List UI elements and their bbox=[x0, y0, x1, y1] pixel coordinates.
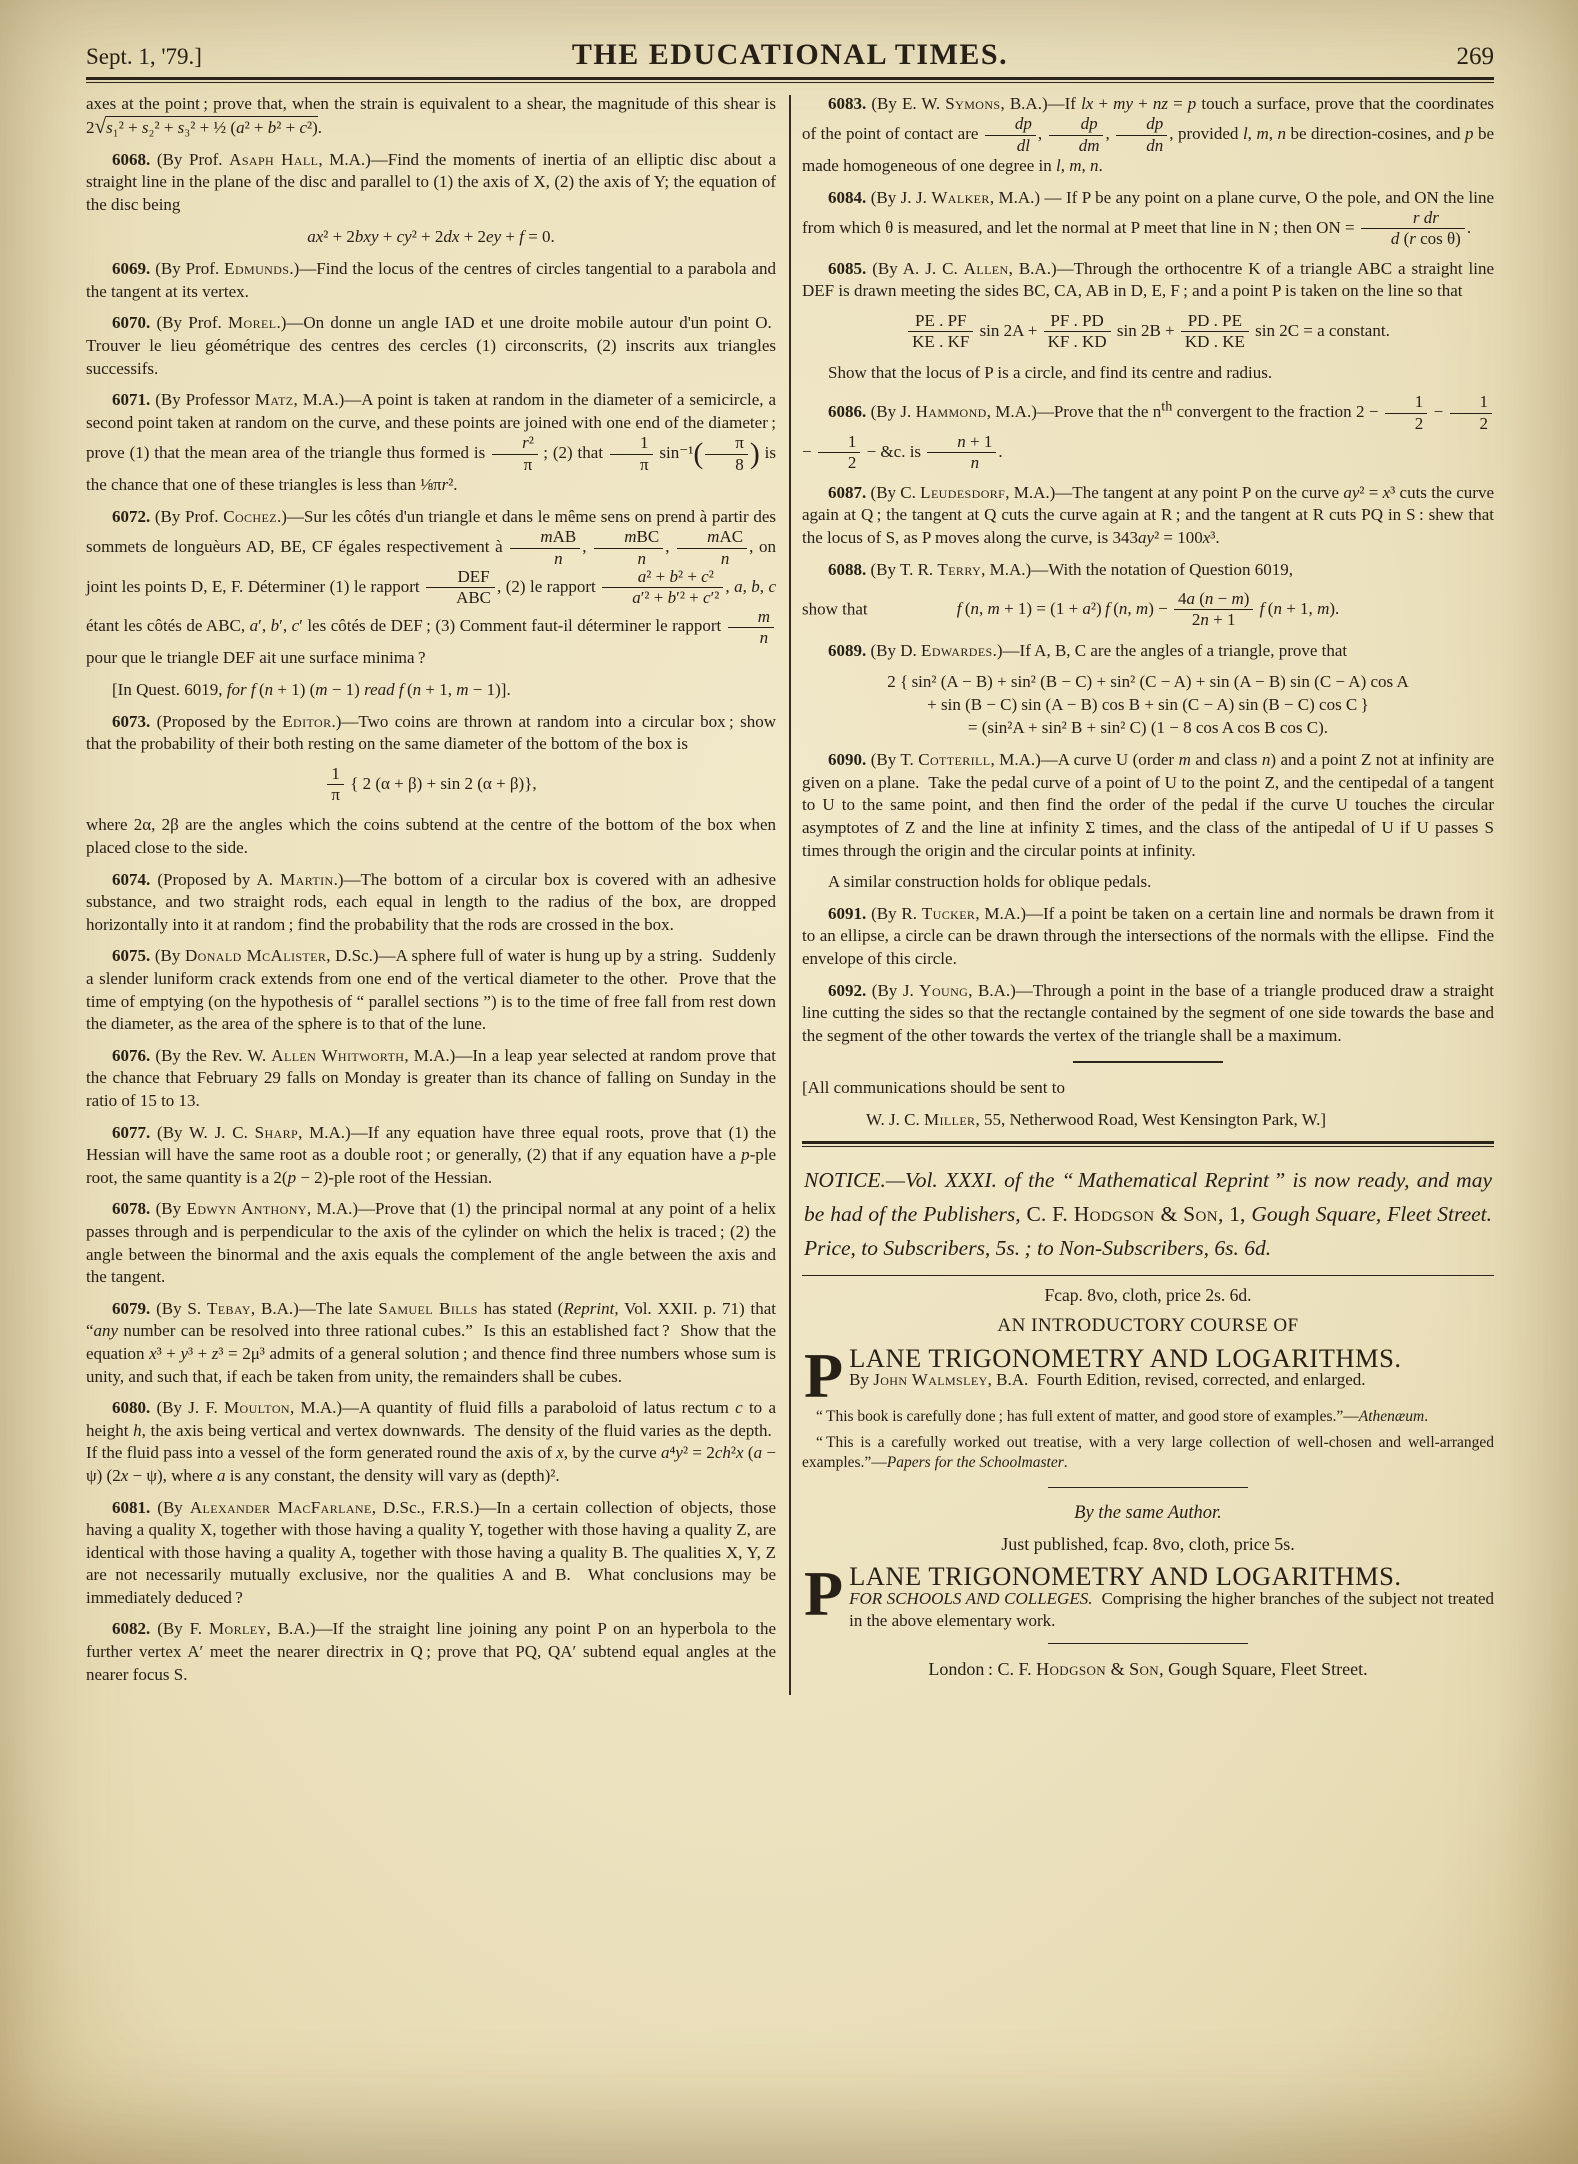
communications-note-line1: [All communications should be sent to bbox=[802, 1078, 1065, 1098]
question-number: 6075. bbox=[112, 946, 151, 966]
question-text: (By T. R. Terry, M.A.)—With the notation of Question 6019, bbox=[870, 559, 1294, 579]
question-number: 6092. bbox=[828, 980, 867, 1000]
question-number: 6078. bbox=[112, 1199, 151, 1219]
question-6079 bbox=[86, 1298, 776, 1388]
question-6085 bbox=[802, 258, 1494, 303]
question-6089 bbox=[802, 640, 1494, 663]
question-text: (By S. Tebay, B.A.)—The late Samuel Bills has stated (Reprint, Vol. XXII. p. 71) that “any number can be resolved into three rational cubes.” Is this an established fact ? Show that the equation x³ + y³ + z³ = 2μ³ admits of a general solution ; and thence find three numbers whose sum is unity, and such that, if each be taken from unity, the remainders shall be cubes. bbox=[86, 1298, 777, 1386]
question-6073-continued: where 2α, 2β are the angles which the coins subtend at the centre of the bottom of the box when placed close to the side. bbox=[86, 815, 776, 858]
ad2-divider-rule bbox=[1048, 1643, 1248, 1644]
question-number: 6068. bbox=[112, 149, 151, 169]
question-6068 bbox=[86, 149, 776, 217]
question-text: (By J. F. Moulton, M.A.)—A quantity of fluid fills a paraboloid of latus rectum c to a height h, the axis being vertical and vertex downwards. The density of the fluid varies as the depth. If the fluid pass into a vessel of the form generated round the axis of x, by the curve a⁴y² = 2ch²x (a − ψ) (2x − ψ), where a is any constant, the density will vary as (depth)². bbox=[86, 1398, 776, 1485]
communications-note-line2: W. J. C. Miller, 55, Netherwood Road, West Kensington Park, W.] bbox=[866, 1109, 1327, 1129]
question-6070 bbox=[86, 312, 776, 380]
question-number: 6076. bbox=[112, 1045, 151, 1065]
question-text: (Proposed by the Editor.)—Two coins are thrown at random into a circular box ; show that the probability of their both resting on the same diameter of the bottom of the box is bbox=[86, 711, 776, 754]
question-text: (By Prof. Asaph Hall, M.A.)—Find the moments of inertia of an elliptic disc about a straight line in the plane of the disc and parallel to (1) the axis of X, (2) the axis of Y; the equation of the disc being bbox=[86, 149, 776, 214]
equation-6068: ax² + 2bxy + cy² + 2dx + 2ey + f = 0. bbox=[307, 226, 555, 246]
question-6071 bbox=[86, 389, 776, 497]
section-end-rule bbox=[1073, 1061, 1223, 1063]
equation-6085: $\frac{PE . PF}{KE . KF}$ sin 2A + $\frac{PF . PD}{KF . KD}$ sin 2B + $\frac{PD . PE}{KD . KE}$ sin 2C = a constant. bbox=[802, 312, 1494, 352]
question-text: (By A. J. C. Allen, B.A.)—Through the orthocentre K of a triangle ABC a straight line DEF is drawn meeting the sides BC, CA, AB in D, E, F ; and a point P is taken on the line so that bbox=[802, 258, 1495, 301]
question-number: 6069. bbox=[112, 259, 151, 279]
question-6086 bbox=[802, 393, 1494, 472]
question-number: 6090. bbox=[828, 750, 867, 770]
ad1-review-quote-2: “ This is a carefully worked out treatise, with a very large collection of well-chosen and well-arranged examples.”—Papers for the Schoolmaster. bbox=[802, 1433, 1494, 1471]
section-divider-rule bbox=[802, 1141, 1494, 1147]
question-text: (By J. Hammond, M.A.)—Prove that the $n^{th}$ convergent to the fraction 2 − $\frac{1}{2}$ − $\frac{1}{2}$ − $\frac{1}{2}$ − &c. is $\frac{n + 1}{n}$ . bbox=[802, 402, 1494, 461]
ad1-course-line: AN INTRODUCTORY COURSE OF bbox=[997, 1315, 1299, 1337]
question-text: (By Donald McAlister, D.Sc.)—A sphere full of water is hung up by a string. Suddenly a slender luniform crack extends from one end of the vertical diameter to the other. Prove that the time of emptying (on the hypothesis of “ parallel sections ”) is to the time of free fall from rest down the diameter, as the area of the sphere is to that of the lune. bbox=[86, 946, 777, 1034]
ad2-just-published-line: Just published, fcap. 8vo, cloth, price 5s. bbox=[1001, 1534, 1295, 1555]
question-number: 6073. bbox=[112, 711, 151, 731]
question-number: 6091. bbox=[828, 903, 867, 923]
page-number: 269 bbox=[1456, 43, 1494, 70]
question-6084 bbox=[802, 187, 1494, 249]
ad2-same-author-line: By the same Author. bbox=[1074, 1502, 1222, 1523]
notice-paragraph: NOTICE.—Vol. XXXI. of the “ Mathematical Reprint ” is now ready, and may be had of the Publishers, C. F. Hodgson & Son, 1, Gough Square, Fleet Street. Price, to Subscribers, 5s. ; to Non-Subscribers, 6s. 6d. bbox=[804, 1167, 1493, 1260]
question-number: 6080. bbox=[112, 1398, 151, 1418]
question-number: 6071. bbox=[112, 390, 151, 410]
question-number: 6082. bbox=[112, 1619, 151, 1639]
question-number: 6085. bbox=[828, 258, 867, 278]
question-6075 bbox=[86, 945, 776, 1035]
question-number: 6074. bbox=[112, 869, 151, 889]
question-6076 bbox=[86, 1045, 776, 1113]
question-text: (By Alexander MacFarlane, D.Sc., F.R.S.)—In a certain collection of objects, those having a quality X, together with those having a quality Y, together with those having a quality Z, are identical with those having a quality A, together with those having a quality B. The qualities X, Y, Z are not necessarily mutually exclusive, nor the qualities A and B. What conclusions may be immediately deduced ? bbox=[86, 1497, 777, 1607]
column-divider-rule bbox=[789, 95, 791, 1696]
question-number: 6087. bbox=[828, 482, 867, 502]
question-6074 bbox=[86, 869, 776, 937]
page-header bbox=[86, 38, 1494, 71]
question-text: (By W. J. C. Sharp, M.A.)—If any equation have three equal roots, prove that (1) the Hessian will have the same root as a double root ; or generally, (2) that if any equation have a p-ple root, the same quantity is a 2(p − 2)-ple root of the Hessian. bbox=[86, 1122, 776, 1187]
question-6090 bbox=[802, 749, 1494, 862]
question-6090-continued: A similar construction holds for oblique pedals. bbox=[828, 872, 1152, 892]
question-number: 6072. bbox=[112, 506, 151, 526]
question-number: 6081. bbox=[112, 1497, 151, 1517]
question-text: (By F. Morley, B.A.)—If the straight line joining any point P on an hyperbola to the further vertex A′ meet the nearer directrix in Q ; prove that PQ, QA′ subtend equal angles at the nearer focus S. bbox=[86, 1619, 777, 1684]
question-6081 bbox=[86, 1497, 776, 1610]
question-number: 6083. bbox=[828, 93, 867, 113]
question-text: (By Prof. Cochez.)—Sur les côtés d'un triangle et dans le même sens on prend à partir des sommets de longuèurs AD, BE, CF égales respectivement à mAB n , mBC n , mAC n , on joint les points D, E, F. Déterminer (1) le rapport DEF ABC , (2) le rapport $\frac{\text{a² + b² + c²}}{\text{a′² + b′² + c′²}}$ , a, b, c étant les côtés de ABC, a′, b′, c′ les côtés de DEF ; (3) Comment faut-il déterminer le rapport $\frac{m}{n}$ pour que le triangle DEF ait une surface minima ? bbox=[86, 506, 777, 668]
question-6087 bbox=[802, 482, 1494, 550]
question-6085-continued: Show that the locus of P is a circle, and find its centre and radius. bbox=[828, 362, 1273, 382]
journal-title: THE EDUCATIONAL TIMES. bbox=[571, 38, 1009, 71]
equation-6073: $\frac{1}{\pi}$ { 2 (α + β) + sin 2 (α + β)}, bbox=[86, 765, 776, 805]
publisher-footer-line: London : C. F. Hodgson & Son, Gough Square, Fleet Street. bbox=[928, 1658, 1368, 1679]
question-6077 bbox=[86, 1122, 776, 1190]
issue-date: Sept. 1, '79.] bbox=[86, 44, 202, 69]
question-text: (By Professor Matz, M.A.)—A point is taken at random in the diameter of a semicircle, a second point taken at random on the curve, and these points are joined with one end of the diameter ; prove (1) that the mean area of the triangle thus formed is $\frac{\text{r²}}{\pi}$ ; (2) that $\frac{1}{\pi}$ sin⁻¹( $\frac{\pi}{8}$ ) is the chance that one of these triangles is less than ⅛πr². bbox=[86, 390, 777, 495]
question-text: (By C. Leudesdorf, M.A.)—The tangent at any point P on the curve ay² = x³ cuts the curve again at Q ; the tangent at Q cuts the curve again at R ; and the tangent at R cuts PQ in S : shew that the locus of S, as P moves along the curve, is 343ay² = 100x³. bbox=[802, 482, 1494, 547]
notice-bottom-rule bbox=[802, 1275, 1494, 1276]
question-6078 bbox=[86, 1198, 776, 1288]
question-text: (By Prof. Edmunds.)—Find the locus of the centres of circles tangential to a parabola and the tangent at its vertex. bbox=[86, 259, 777, 301]
question-6083 bbox=[802, 93, 1494, 178]
erratum-note: [In Quest. 6019, for f (n + 1) (m − 1) read f (n + 1, m − 1)]. bbox=[112, 679, 511, 699]
ad2-block bbox=[802, 1557, 1494, 1633]
ad2-title: LANE TRIGONOMETRY AND LOGARITHMS. bbox=[849, 1560, 1402, 1591]
ad2-subtitle: FOR SCHOOLS AND COLLEGES. Comprising the higher branches of the subject not treated in the above elementary work. bbox=[849, 1588, 1494, 1631]
question-text: (By Edwyn Anthony, M.A.)—Prove that (1) the principal normal at any point of a helix passes through and is perpendicular to the axis of the cylinder on which the helix is traced ; (2) the angle between the binormal and the axis equals the complement of the angle between the axis and the tangent. bbox=[86, 1199, 776, 1287]
question-text: (By D. Edwardes.)—If A, B, C are the angles of a triangle, prove that bbox=[870, 640, 1348, 660]
question-6080 bbox=[86, 1397, 776, 1487]
ad1-review-quote-1: “ This book is carefully done ; has full extent of matter, and good store of examples.”—Athenæum. bbox=[816, 1407, 1429, 1425]
question-text: (Proposed by A. Martin.)—The bottom of a circular box is covered with an adhesive substance, and two straight rods, each equal in length to the radius of the box, are dropped horizontally into it at random ; find the probability that the rods are crossed in the box. bbox=[86, 869, 776, 934]
question-number: 6077. bbox=[112, 1122, 151, 1142]
question-number: 6084. bbox=[828, 187, 867, 207]
equation-6088 bbox=[802, 590, 1494, 630]
ad2-dropcap: P bbox=[804, 1557, 844, 1629]
equation-6089: 2 { sin² (A − B) + sin² (B − C) + sin² (C − A) + sin (A − B) sin (C − A) cos A + sin (B − C) sin (A − B) cos B + sin (C − A) sin (B − C) cos C } = (sin²A + sin² B + sin² C) (1 − 8 cos A cos B cos C). bbox=[887, 672, 1409, 737]
continued-paragraph: axes at the point ; prove that, when the strain is equivalent to a shear, the magnitude of this shear is 2√s₁² + s₂² + s₃² + ½ (a² + b² + c²). bbox=[86, 93, 776, 139]
question-text: (By T. Cotterill, M.A.)—A curve U (order m and class n) and a point Z not at infinity are given on a plane. Take the pedal curve of a point of U to the point Z, and the centipedal of a tangent to U to the same point, and then find the order of the pedal if the curve U touches the circular asymptotes of Z and the line at infinity Σ times, and the class of the antipedal of U if U passes S times through the origin and the circular points at infinity. bbox=[802, 750, 1495, 860]
question-number: 6079. bbox=[112, 1298, 151, 1318]
question-number: 6089. bbox=[828, 640, 867, 660]
ad-divider-rule bbox=[1048, 1487, 1248, 1488]
question-text: (By J. Young, B.A.)—Through a point in the base of a triangle produced draw a straight line cutting the sides so that the rectangle contained by the segment of one side towards the base and the segment of the other towards the vertex of the triangle shall be a maximum. bbox=[802, 980, 1494, 1045]
question-6072 bbox=[86, 506, 776, 670]
ad1-size-line: Fcap. 8vo, cloth, price 2s. 6d. bbox=[1044, 1284, 1252, 1305]
ad1-block bbox=[802, 1339, 1494, 1411]
question-6073 bbox=[86, 711, 776, 756]
question-text: (By the Rev. W. Allen Whitworth, M.A.)—In a leap year selected at random prove that the chance that February 29 falls on Monday is greater than its chance of falling on Sunday in the ratio of 15 to 13. bbox=[86, 1045, 777, 1110]
question-6088 bbox=[802, 559, 1494, 582]
question-6091 bbox=[802, 903, 1494, 971]
question-text: (By R. Tucker, M.A.)—If a point be taken on a certain line and normals be drawn from it to an ellipse, a circle can be drawn through the intersections of the normals with the ellipse. Find the envelope of this circle. bbox=[802, 903, 1495, 968]
equation-lead-text: show that bbox=[802, 599, 868, 619]
header-rule bbox=[86, 77, 1494, 83]
question-number: 6070. bbox=[112, 313, 151, 333]
question-6082 bbox=[86, 1618, 776, 1686]
question-number: 6086. bbox=[828, 402, 867, 422]
ad1-title: LANE TRIGONOMETRY AND LOGARITHMS. bbox=[849, 1342, 1402, 1373]
question-text: (By J. J. Walker, M.A.) — If P be any point on a plane curve, O the pole, and ON the line from which θ is measured, and let the normal at P meet that line in N ; then ON = $\frac{\text{r dr}}{\text{d (r cos θ)}}$ . bbox=[802, 187, 1494, 249]
left-column bbox=[86, 93, 776, 1696]
equation-body: f (n, m + 1) = (1 + a²) f (n, m) − $\frac{4a (n - m)}{2n + 1}$ f (n + 1, m). bbox=[956, 589, 1340, 630]
right-column bbox=[802, 93, 1494, 1696]
two-column-body bbox=[86, 93, 1494, 1696]
question-6069 bbox=[86, 258, 776, 303]
ad1-dropcap: P bbox=[804, 1339, 844, 1411]
question-6092 bbox=[802, 980, 1494, 1048]
question-text: (By E. W. Symons, B.A.)—If lx + my + nz = p touch a surface, prove that the coordinates of the point of contact are $\frac{dp}{dl}$ , $\frac{dp}{dm}$ , $\frac{dp}{dn}$ , provided l, m, n be direction-cosines, and p be made homogeneous of one degree in l, m, n. bbox=[802, 93, 1495, 175]
ad1-byline: By John Walmsley, B.A. Fourth Edition, revised, corrected, and enlarged. bbox=[849, 1370, 1366, 1390]
question-number: 6088. bbox=[828, 559, 867, 579]
question-text: (By Prof. Morel.)—On donne un angle IAD et une droite mobile autour d'un point O. Trouver le lieu géométrique des centres des cercles (1) circonscrits, (2) inscrits aux triangles successifs. bbox=[86, 313, 777, 378]
